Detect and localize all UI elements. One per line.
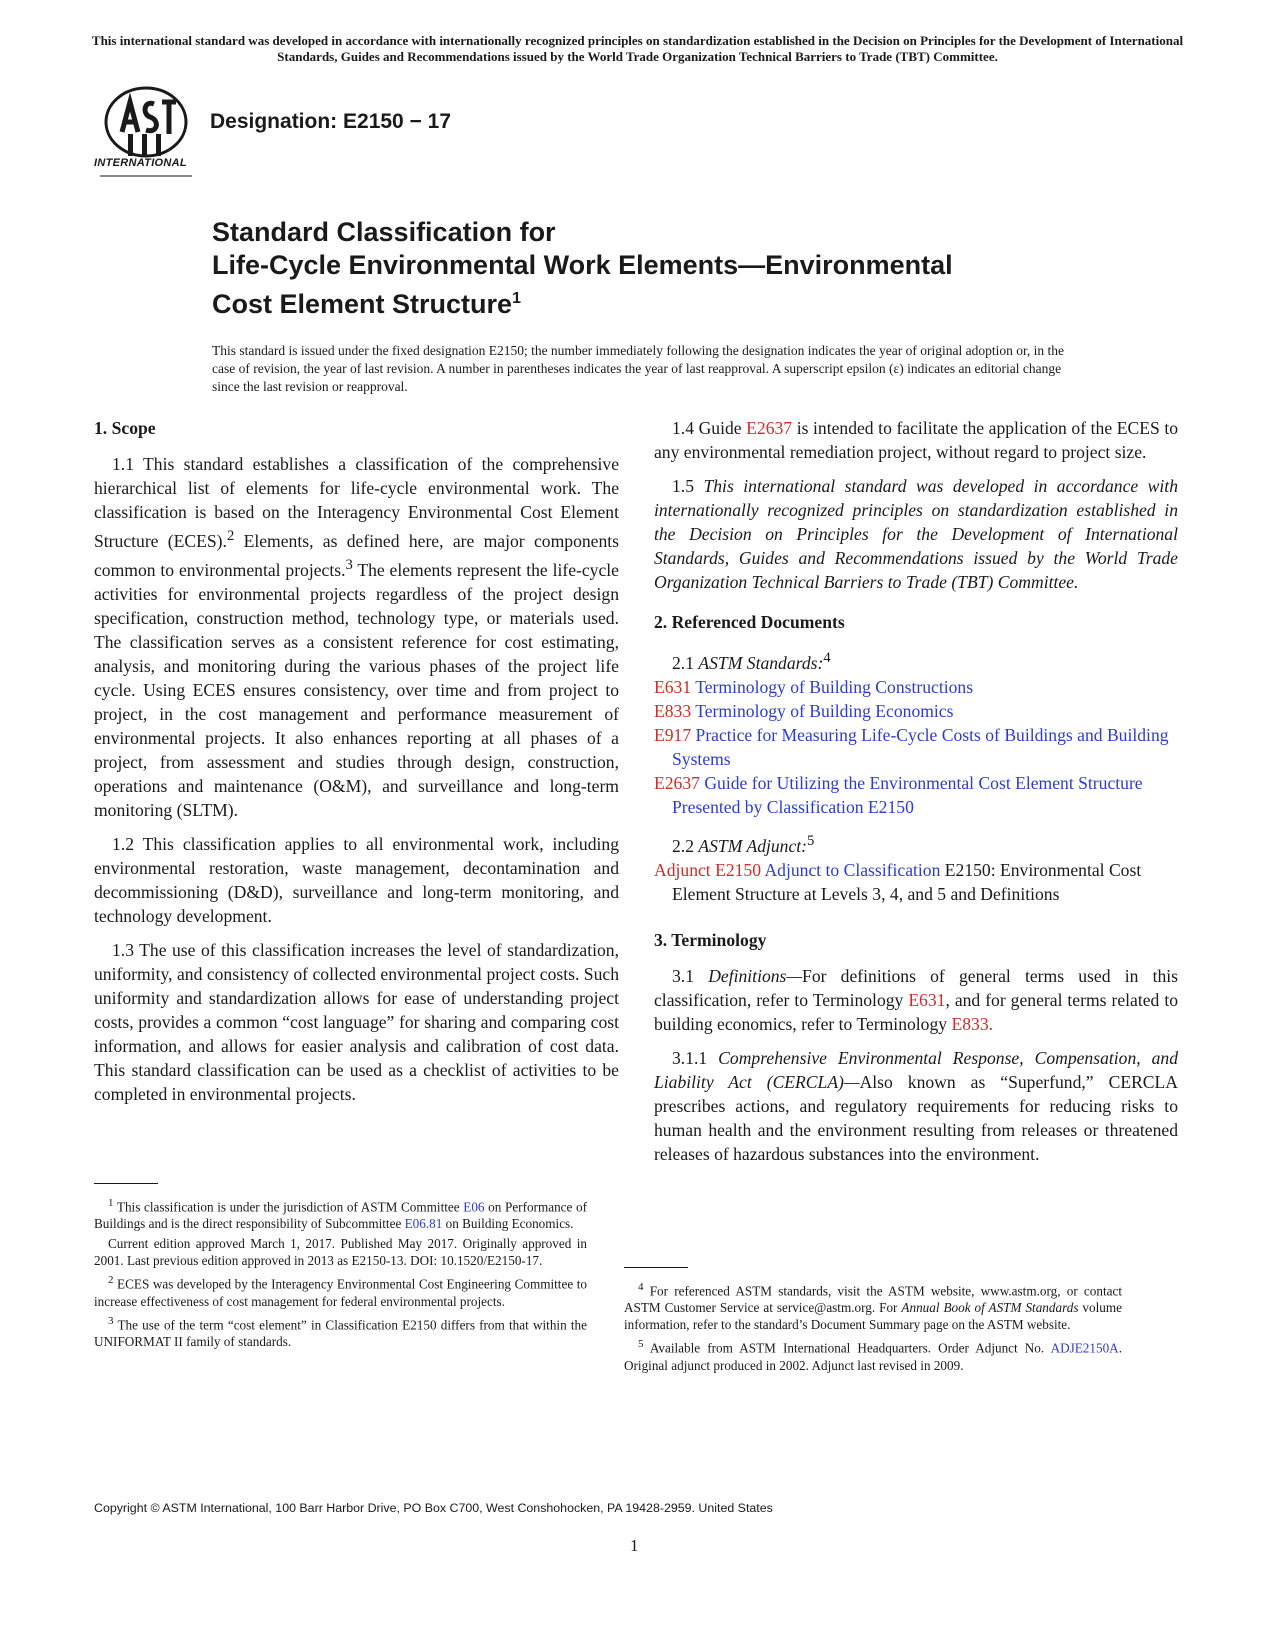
- copyright: Copyright © ASTM International, 100 Barr Harbor Drive, PO Box C700, West Conshohocken, PA 19428-2959. United States: [94, 1501, 773, 1515]
- left-column: [94, 416, 619, 1116]
- footnote-ref-4[interactable]: 4: [823, 650, 831, 666]
- footnotes-right: [624, 1279, 1122, 1377]
- link-e833[interactable]: E833: [951, 1013, 989, 1034]
- title-line-1: Standard Classification for: [212, 217, 556, 247]
- section-3-heading: 3. Terminology: [654, 929, 767, 950]
- ref-item[interactable]: E833 Terminology of Building Economics: [654, 700, 954, 721]
- footnote-1-edition: Current edition approved March 1, 2017. Published May 2017. Originally approved in 2001. Last previous edition approved in 2013 as E2150-13. DOI: 10.1520/E2150-17.: [94, 1236, 587, 1269]
- title-footnote-ref[interactable]: 1: [512, 290, 521, 307]
- link-e631[interactable]: E631: [908, 989, 946, 1010]
- paragraph-1-1: 1.1 This standard establishes a classification of the comprehensive hierarchical list of elements for life-cycle environmental work. The classification is based on the Interagency Environmental Cost Element Structure (ECES).$^2$ Elements, as defined here, are major components common to environmental projects.$^3$ The elements represent the life-cycle activities for environmental projects regardless of the project design specification, construction method, technology type, or materials used. The classification serves as a consistent reference for cost estimating, analysis, and monitoring during the various phases of the project life cycle. Using ECES ensures consistency, over time and from project to project, in the cost management and performance measurement of environmental projects. It also enhances reporting at all phases of a project, from assessment and studies through design, construction, operations and maintenance (O&M), and surveillance and long-term monitoring (SLTM).: [94, 454, 619, 820]
- ref-item[interactable]: E917 Practice for Measuring Life-Cycle Costs of Buildings and Building Systems: [654, 724, 1169, 769]
- paragraph-1-2: 1.2 This classification applies to all environmental work, including environmental restoration, waste management, decontamination and decommissioning (D&D), surveillance and long-term monitoring, and technology development.: [94, 833, 619, 926]
- link-e06[interactable]: E06: [463, 1199, 485, 1215]
- footnote-divider-left: [94, 1183, 158, 1184]
- document-title: [212, 216, 953, 321]
- paragraph-1-3: 1.3 The use of this classification increases the level of standardization, uniformity, and consistency of collected environmental project costs. Such uniformity and standardization allows for ease of understanding project costs, provides a common “cost language” for sharing and comparing cost information, and allows for easier analysis and calibration of cost data. This standard classification can be used as a checklist of activities to be completed in environmental projects.: [94, 939, 619, 1104]
- right-column: [654, 416, 1178, 1176]
- top-note: This international standard was developed in accordance with internationally recognized principles on standardization established in the Decision on Principles for the Development of International Standards, Guides and Recommendations issued by the World Trade Organization Technical Barriers to Trade (TBT) Committee.: [91, 33, 1184, 64]
- ref-item[interactable]: E2637 Guide for Utilizing the Environmental Cost Element Structure Presented by Classification E2150: [654, 772, 1143, 817]
- paragraph-3-1-1: 3.1.1 Comprehensive Environmental Response, Compensation, and Liability Act (CERCLA)—Also known as “Superfund,” CERCLA prescribes actions, and regulatory requirements for reducing risks to human health and the environment resulting from releases or threatened releases of hazardous substances into the environment.: [654, 1047, 1178, 1164]
- astm-logo-icon: [92, 84, 200, 184]
- link-e2637[interactable]: E2637: [746, 418, 793, 438]
- link-e06-81[interactable]: E06.81: [404, 1216, 443, 1232]
- footnote-divider-right: [624, 1267, 688, 1268]
- designation: Designation: E2150 − 17: [210, 110, 452, 133]
- issued-note: This standard is issued under the fixed designation E2150; the number immediately following the designation indicates the year of original adoption or, in the case of revision, the year of last revision. A number in parentheses indicates the year of last reapproval. A superscript epsilon (ε) indicates an editorial change since the last revision or reapproval.: [212, 343, 1065, 394]
- section-2-heading: 2. Referenced Documents: [654, 612, 845, 632]
- footnote-4: $^4$ For referenced ASTM standards, visit the ASTM website, www.astm.org, or contact ASTM Customer Service at service@astm.org. For Annual Book of ASTM Standards volume information, refer to the standard’s Document Summary page on the ASTM website.: [624, 1281, 1122, 1333]
- link-adje2150a[interactable]: ADJE2150A: [1050, 1340, 1119, 1356]
- astm-logo: [92, 84, 200, 184]
- paragraph-1-4: 1.4 Guide E2637 is intended to facilitate the application of the ECES to any environmental remediation project, without regard to project size.: [654, 418, 1179, 462]
- adjunct-item[interactable]: Adjunct E2150 Adjunct to Classification E2150: Environmental Cost Element Structure at Levels 3, 4, and 5 and Definitions: [654, 859, 1142, 904]
- title-line-3-text: Cost Element Structure: [212, 289, 513, 319]
- footnotes-left: [94, 1195, 587, 1353]
- footnote-1: $^1$ This classification is under the jurisdiction of ASTM Committee E06 on Performance of Buildings and is the direct responsibility of Subcommittee E06.81 on Building Economics.: [94, 1197, 587, 1232]
- footnote-ref-2[interactable]: 2: [226, 528, 235, 544]
- title-line-3: [212, 282, 953, 321]
- footnote-5: $^5$ Available from ASTM International Headquarters. Order Adjunct No. ADJE2150A. Original adjunct produced in 2002. Adjunct last revised in 2009.: [624, 1338, 1122, 1373]
- paragraph-2-1: 2.1 ASTM Standards:$^4$: [672, 650, 831, 673]
- title-line-2: Life-Cycle Environmental Work Elements—Environmental: [212, 250, 953, 280]
- ref-item[interactable]: E631 Terminology of Building Constructions: [654, 676, 974, 697]
- section-1-heading: 1. Scope: [94, 418, 156, 438]
- paragraph-2-2: 2.2 ASTM Adjunct:$^5$: [672, 832, 815, 856]
- footnote-ref-3[interactable]: 3: [345, 556, 353, 573]
- footnote-2: $^2$ ECES was developed by the Interagency Environmental Cost Engineering Committee to increase effectiveness of cost management for federal environmental projects.: [94, 1274, 587, 1309]
- logo-wordmark: INTERNATIONAL: [94, 157, 187, 169]
- paragraph-1-5: 1.5 This international standard was developed in accordance with internationally recognized principles on standardization established in the Decision on Principles for the Development of International Standards, Guides and Recommendations issued by the World Trade Organization Technical Barriers to Trade (TBT) Committee.: [654, 476, 1178, 592]
- page-number: 1: [630, 1536, 639, 1555]
- paragraph-3-1: 3.1 Definitions—For definitions of general terms used in this classification, refer to Terminology E631, and for general terms related to building economics, refer to Terminology E833.: [654, 965, 1179, 1034]
- footnote-3: $^3$ The use of the term “cost element” in Classification E2150 differs from that within the UNIFORMAT II family of standards.: [94, 1314, 587, 1350]
- footnote-ref-5[interactable]: 5: [807, 832, 815, 849]
